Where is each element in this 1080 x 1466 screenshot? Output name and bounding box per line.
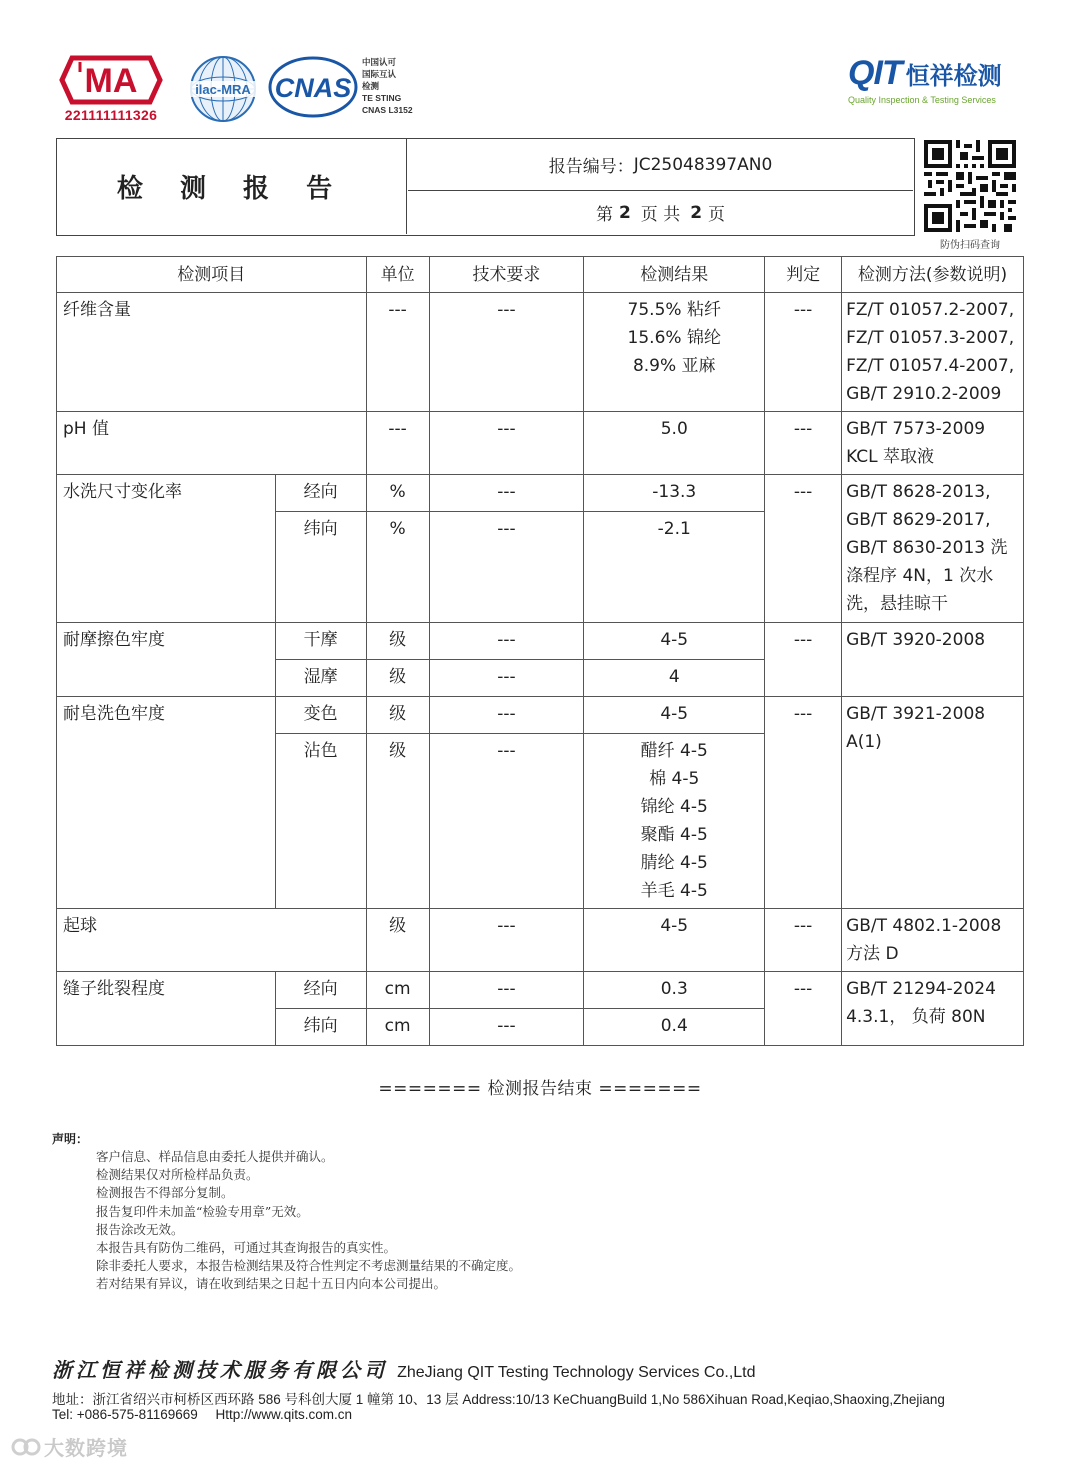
table-row — [57, 293, 1024, 412]
result-cell — [584, 293, 765, 412]
page-current: 2 — [618, 202, 631, 223]
table-row — [57, 623, 1024, 660]
method-cell — [842, 972, 1024, 1046]
cnas-mark-icon — [268, 56, 358, 118]
statement-line: 检测报告不得部分复制。 — [96, 1185, 234, 1201]
method-line: A(1) — [846, 732, 882, 752]
header-unit: 单位 — [366, 257, 429, 293]
method-line: KCL 萃取液 — [846, 447, 935, 467]
footer-address: 地址：浙江省绍兴市柯桥区西环路 586 号科创大厦 1 幢第 10、13 层 Address:10/13 KeChuangBuild 1,No 586Xihuan Road,Keqiao,Shaoxing,Zhejiang — [52, 1392, 945, 1407]
ilac-mra-logo — [188, 54, 258, 124]
unit-cell: % — [366, 475, 429, 512]
table-row — [57, 972, 1024, 1009]
item-cell: 缝子纰裂程度 — [57, 972, 276, 1046]
unit-cell: 级 — [366, 623, 429, 660]
item-cell: pH 值 — [57, 412, 367, 475]
unit-cell: 级 — [366, 660, 429, 697]
cnas-text-line: 检测 — [362, 81, 380, 91]
unit-cell: % — [366, 512, 429, 623]
cnas-text-line: 中国认可 — [362, 57, 397, 67]
footer-website-link[interactable]: Http://www.qits.com.cn — [215, 1407, 353, 1422]
watermark-chain-icon — [10, 1437, 44, 1457]
header-item: 检测项目 — [57, 257, 367, 293]
sub-item-cell: 纬向 — [275, 512, 366, 623]
requirement-cell: --- — [429, 412, 584, 475]
method-cell — [842, 293, 1024, 412]
qit-logo — [848, 54, 1018, 108]
judgment-cell: --- — [765, 293, 842, 412]
sub-item-cell: 经向 — [275, 972, 366, 1009]
requirement-cell: --- — [429, 623, 584, 660]
method-cell — [842, 412, 1024, 475]
result-line: 8.9% 亚麻 — [632, 356, 716, 376]
result-cell: 4 — [584, 660, 765, 697]
qit-tagline: Quality Inspection & Testing Services — [848, 95, 996, 105]
unit-cell: cm — [366, 972, 429, 1009]
ilac-globe-icon — [188, 54, 258, 124]
unit-cell: --- — [366, 412, 429, 475]
method-line: FZ/T 01057.2-2007, — [846, 300, 1015, 320]
unit-cell: --- — [366, 293, 429, 412]
statement-heading: 声明： — [52, 1132, 89, 1146]
result-cell: -2.1 — [584, 512, 765, 623]
method-line: 洗，悬挂晾干 — [846, 594, 949, 614]
requirement-cell: --- — [429, 512, 584, 623]
page-prefix: 第 — [595, 205, 613, 225]
item-cell: 起球 — [57, 909, 367, 972]
cnas-accreditation-text — [362, 56, 432, 116]
cnas-text-line: CNAS L3152 — [362, 105, 413, 115]
result-cell: 4-5 — [584, 623, 765, 660]
statement-line: 报告涂改无效。 — [96, 1221, 184, 1237]
judgment-cell: --- — [765, 623, 842, 697]
report-end-marker: ======= 检测报告结束 ======= — [378, 1079, 702, 1099]
report-title: 检 测 报 告 — [116, 174, 347, 204]
item-cell: 耐摩擦色牢度 — [57, 623, 276, 697]
unit-cell: 级 — [366, 734, 429, 909]
svg-text:MA: MA — [84, 62, 138, 100]
report-number: JC25048397AN0 — [633, 154, 773, 175]
result-line: 15.6% 锦纶 — [627, 328, 721, 348]
judgment-cell: --- — [765, 972, 842, 1046]
method-line: 涤程序 4N，1 次水 — [846, 566, 994, 586]
unit-cell: 级 — [366, 909, 429, 972]
requirement-cell: --- — [429, 475, 584, 512]
statement-line: 若对结果有异议，请在收到结果之日起十五日内向本公司提出。 — [96, 1276, 447, 1292]
header-judgment: 判定 — [765, 257, 842, 293]
page-mid: 页 共 — [640, 205, 681, 225]
result-cell: 5.0 — [584, 412, 765, 475]
cnas-text-line: 国际互认 — [362, 69, 397, 79]
method-cell: GB/T 3920-2008 — [842, 623, 1024, 697]
result-line: 锦纶 4-5 — [640, 797, 708, 817]
result-line: 羊毛 4-5 — [640, 881, 708, 901]
statement-line: 除非委托人要求，本报告检测结果及符合性判定不考虑测量结果的不确定度。 — [96, 1258, 522, 1274]
method-line: GB/T 8628-2013, — [846, 482, 991, 502]
sub-item-cell: 变色 — [275, 697, 366, 734]
requirement-cell: --- — [429, 1009, 584, 1046]
page-total: 2 — [690, 202, 703, 223]
result-line: 聚酯 4-5 — [640, 825, 708, 845]
company-name-cn: 浙江恒祥检测技术服务有限公司 — [52, 1358, 388, 1382]
qit-mark: QIT — [848, 54, 902, 92]
method-line: 4.3.1， 负荷 80N — [846, 1007, 986, 1027]
judgment-cell: --- — [765, 697, 842, 909]
footer-company — [52, 1354, 756, 1383]
sub-item-cell: 湿摩 — [275, 660, 366, 697]
svg-text:ilac-MRA: ilac-MRA — [195, 82, 251, 97]
result-cell: -13.3 — [584, 475, 765, 512]
result-line: 75.5% 粘纤 — [627, 300, 721, 320]
method-line: FZ/T 01057.4-2007, — [846, 356, 1015, 376]
results-table — [56, 256, 1024, 1046]
method-line: GB/T 8629-2017, — [846, 510, 991, 530]
item-cell: 水洗尺寸变化率 — [57, 475, 276, 623]
method-cell — [842, 909, 1024, 972]
requirement-cell: --- — [429, 293, 584, 412]
result-line: 醋纤 4-5 — [640, 741, 708, 761]
requirement-cell: --- — [429, 734, 584, 909]
requirement-cell: --- — [429, 660, 584, 697]
report-title-cell — [57, 139, 407, 234]
result-cell: 0.4 — [584, 1009, 765, 1046]
cma-logo — [58, 52, 164, 124]
watermark-text: 大数跨境 — [44, 1436, 128, 1460]
unit-cell: cm — [366, 1009, 429, 1046]
method-line: GB/T 8630-2013 洗 — [846, 538, 1008, 558]
statement-list — [96, 1148, 521, 1294]
header-result: 检测结果 — [584, 257, 765, 293]
judgment-cell: --- — [765, 475, 842, 623]
sub-item-cell: 纬向 — [275, 1009, 366, 1046]
table-header-row — [57, 257, 1024, 293]
method-line: GB/T 3921-2008 — [846, 704, 986, 724]
sub-item-cell: 沾色 — [275, 734, 366, 909]
cma-mark-icon — [58, 52, 164, 108]
table-row — [57, 412, 1024, 475]
report-number-label: 报告编号： — [548, 157, 634, 177]
requirement-cell: --- — [429, 697, 584, 734]
qit-chinese-name: 恒祥检测 — [905, 62, 1002, 90]
report-number-row — [408, 139, 913, 191]
judgment-cell: --- — [765, 909, 842, 972]
sub-item-cell: 干摩 — [275, 623, 366, 660]
result-line: 棉 4-5 — [649, 769, 700, 789]
result-line: 腈纶 4-5 — [640, 853, 708, 873]
judgment-cell: --- — [765, 412, 842, 475]
footer-tel: Tel: +086-575-81169669 — [52, 1407, 198, 1422]
cnas-logo — [268, 56, 358, 118]
statement-line: 客户信息、样品信息由委托人提供并确认。 — [96, 1149, 334, 1164]
table-row — [57, 909, 1024, 972]
item-cell: 纤维含量 — [57, 293, 367, 412]
page-suffix: 页 — [708, 205, 726, 225]
method-line: GB/T 4802.1-2008 — [846, 916, 1002, 936]
statement-line: 本报告具有防伪二维码，可通过其查询报告的真实性。 — [96, 1240, 397, 1256]
page-indicator — [408, 191, 913, 234]
method-line: 方法 D — [846, 944, 899, 964]
table-row — [57, 475, 1024, 512]
method-cell — [842, 475, 1024, 623]
method-line: GB/T 2910.2-2009 — [846, 384, 1002, 404]
statement-line: 报告复印件未加盖“检验专用章”无效。 — [96, 1203, 309, 1219]
method-line: GB/T 7573-2009 — [846, 419, 986, 439]
requirement-cell: --- — [429, 909, 584, 972]
watermark — [10, 1432, 128, 1461]
cma-number: 221111111326 — [64, 107, 158, 123]
sub-item-cell: 经向 — [275, 475, 366, 512]
method-line: FZ/T 01057.3-2007, — [846, 328, 1015, 348]
method-line: GB/T 21294-2024 — [846, 979, 996, 999]
result-cell: 4-5 — [584, 697, 765, 734]
header-requirement: 技术要求 — [429, 257, 584, 293]
cnas-text-line: TE STING — [362, 93, 402, 103]
anti-counterfeit-qr-code[interactable] — [924, 140, 1016, 232]
svg-text:CNAS: CNAS — [274, 73, 352, 103]
item-cell: 耐皂洗色牢度 — [57, 697, 276, 909]
unit-cell: 级 — [366, 697, 429, 734]
footer-contact — [52, 1407, 352, 1422]
result-cell — [584, 734, 765, 909]
qr-caption: 防伪扫码查询 — [940, 240, 1000, 251]
table-row — [57, 697, 1024, 734]
method-cell — [842, 697, 1024, 909]
company-name-en: ZheJiang QIT Testing Technology Services Co.,Ltd — [397, 1364, 756, 1381]
requirement-cell: --- — [429, 972, 584, 1009]
header-method: 检测方法(参数说明) — [842, 257, 1024, 293]
result-cell: 4-5 — [584, 909, 765, 972]
result-cell: 0.3 — [584, 972, 765, 1009]
statement-line: 检测结果仅对所检样品负责。 — [96, 1167, 259, 1183]
report-header — [56, 138, 915, 236]
